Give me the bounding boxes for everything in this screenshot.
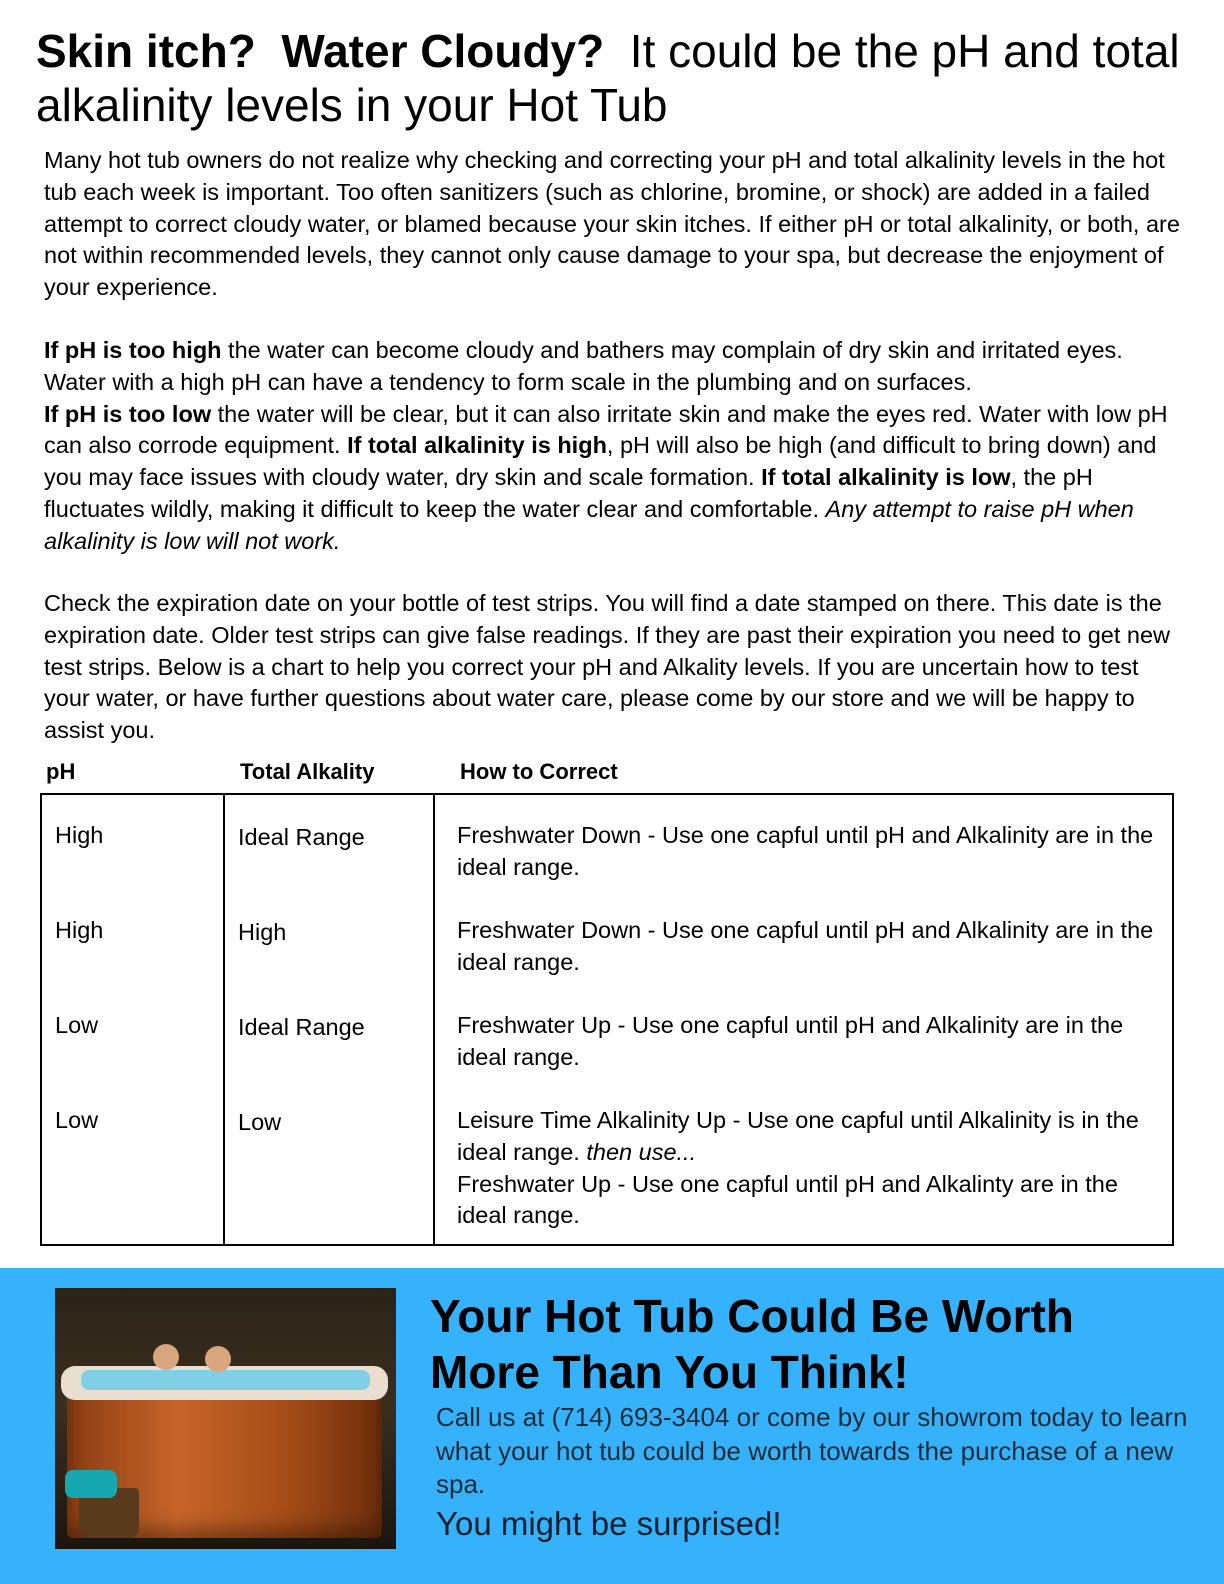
ph-high-label: If pH is too high — [44, 337, 222, 363]
table-cell-ph: High — [55, 822, 104, 848]
headline-bold-1: Skin itch? — [36, 25, 256, 77]
promo-body: Call us at (714) 693-3404 or come by our showrom today to learn what your hot tub could be worth towards the purchase of a new spa. — [436, 1402, 1188, 1499]
promo-title: Your Hot Tub Could Be Worth More Than You Think! — [430, 1290, 1074, 1398]
alkalinity-warning: Any attempt to raise pH when alkalinity is low will not work. — [44, 495, 1134, 554]
person-icon — [153, 1344, 179, 1370]
ta-low-label: If total alkalinity is low — [761, 464, 1011, 491]
table-cell-correct: Freshwater Up - Use one capful until pH and Alkalinity are in the ideal range. — [457, 1012, 1124, 1070]
person-icon — [205, 1346, 231, 1372]
table-cell-correct: Freshwater Down - Use one capful until pH and Alkalinity are in the ideal range. — [457, 822, 1154, 880]
table-cell-alkalinity: Low — [238, 1109, 282, 1135]
ph-low-text: the water will be clear, but it can also irritate skin and make the eyes red. Water with low pH can also corrode equipment. — [44, 400, 1168, 459]
promo-tagline: You might be surprised! — [436, 1505, 782, 1542]
ph-low-label: If pH is too low — [44, 400, 212, 427]
intro-paragraph: Many hot tub owners do not realize why checking and correcting your pH and total alkalinity levels in the hot tub each week is important. Too often sanitizers (such as chlorine, bromine, or shock) are added in a failed attempt to correct cloudy water, or blamed because your skin itches. If either pH or total alkalinity, or both, are not within recommended levels, they cannot only cause damage to your spa, but decrease the enjoyment of your experience. — [44, 147, 1180, 301]
column-divider — [433, 795, 435, 1244]
headline-bold-2: Water Cloudy? — [281, 25, 605, 77]
table-cell-ph: Low — [55, 1107, 99, 1133]
promo-banner — [0, 1268, 1224, 1584]
test-strips-paragraph: Check the expiration date on your bottle of test strips. You will find a date stamped on there. This date is the expiration date. Older test strips can give false readings. If they are past their expiration you need to get new test strips. Below is a chart to help you correct your pH and Alkality levels. If you are uncertain how to test your water, or have further questions about water care, please come by our store and we will be happy to assist you. — [44, 590, 1171, 744]
table-cell-alkalinity: Ideal Range — [238, 824, 365, 850]
table-cell-ph: Low — [55, 1012, 99, 1038]
column-header-alkalinity: Total Alkality — [240, 759, 375, 784]
headline-rest: It could be the pH and total alkalinity levels in your Hot Tub — [36, 25, 1180, 131]
ta-high-text: , pH will also be high (and difficult to bring down) and you may face issues with cloudy water, dry skin and scale formation. — [44, 432, 1157, 491]
correction-table — [40, 793, 1174, 1246]
column-header-ph: pH — [46, 759, 76, 784]
column-header-correct: How to Correct — [460, 759, 618, 784]
water-icon — [81, 1370, 370, 1390]
table-cell-ph: High — [55, 917, 104, 943]
correct-step-2: Freshwater Up - Use one capful until pH and Alkalinty are in the ideal range. — [457, 1170, 1118, 1229]
hot-tub-photo — [55, 1288, 396, 1549]
headline — [36, 24, 1196, 132]
table-cell-alkalinity: Ideal Range — [238, 1014, 365, 1040]
ph-high-text: the water can become cloudy and bathers may complain of dry skin and irritated eyes. Water with a high pH can have a tendency to form scale in the plumbing and on surfaces. — [44, 337, 1123, 395]
table-cell-alkalinity: High — [238, 919, 287, 945]
ta-high-label: If total alkalinity is high — [347, 432, 607, 459]
table-cell-correct: Freshwater Down - Use one capful until pH and Alkalinity are in the ideal range. — [457, 917, 1154, 975]
towel-icon — [65, 1470, 117, 1498]
table-cell-correct — [457, 1105, 1167, 1232]
then-use-note: then use... — [586, 1138, 697, 1165]
correct-step-1: Leisure Time Alkalinity Up - Use one capful until Alkalinity is in the ideal range. — [457, 1107, 1139, 1165]
column-divider — [223, 795, 225, 1244]
ta-low-text: , the pH fluctuates wildly, making it difficult to keep the water clear and comfortable. — [44, 464, 1093, 522]
effects-paragraph — [44, 335, 1184, 558]
